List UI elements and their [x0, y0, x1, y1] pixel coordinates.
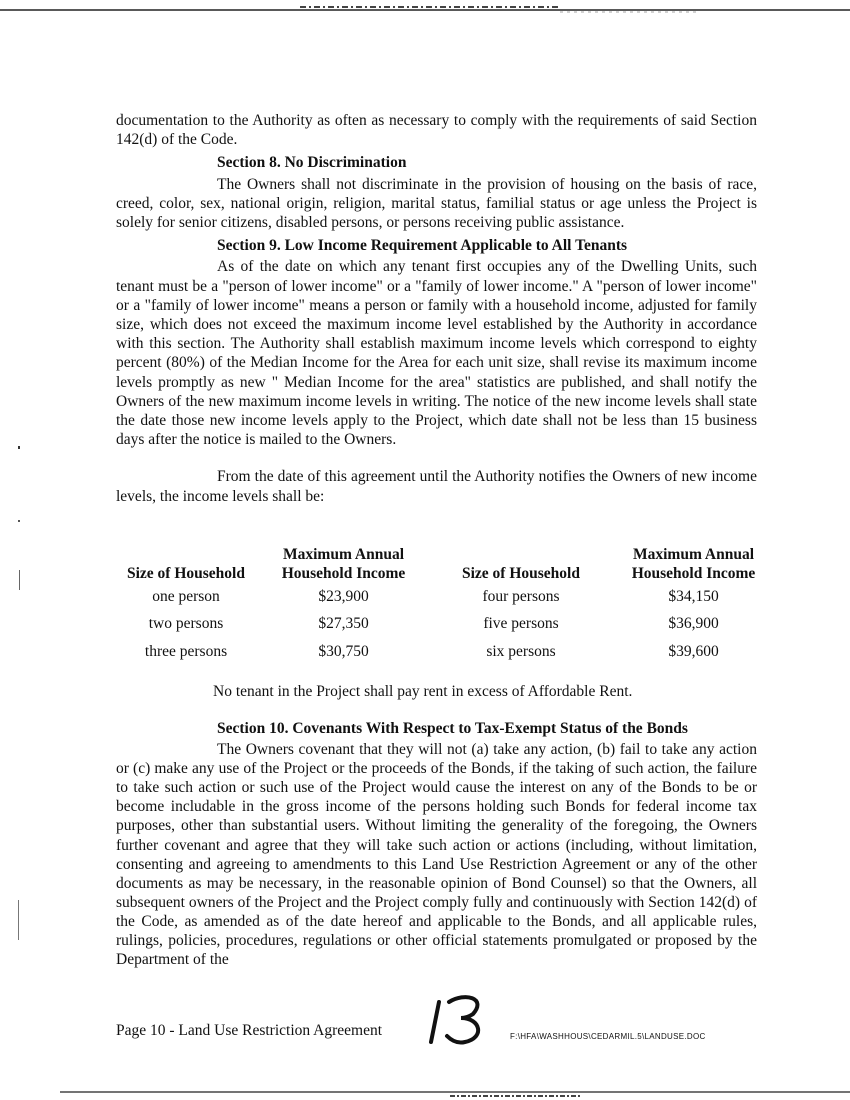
footer-page-label: Page 10 - Land Use Restriction Agreement [116, 1022, 383, 1039]
header-size-of-household: Size of Household [127, 565, 245, 582]
table-cell: $27,350 [318, 615, 369, 633]
table-header-row [116, 545, 776, 583]
table-cell: $39,600 [668, 642, 719, 660]
paragraph-continuation: documentation to the Authority as often as necessary to comply with the requirements of said Section 142(d) of the Code. [116, 112, 757, 149]
table-cell: two persons [148, 615, 224, 633]
table-cell: five persons [483, 615, 559, 633]
table-row [116, 611, 776, 639]
section-10-body: The Owners covenant that they will not (a) take any action, (b) fail to take any action or (c) make any use of the Project or the proceeds of the Bonds, if the taking of such action, the failure to take such action or such use of the Project would cause the interest on any of the Bonds to be or become includable in the gross income of the persons holding such Bonds for federal income tax purposes, other than substantial users. Without limiting the generality of the foregoing, the Owners further covenant and agree that they will take such action or actions (including, without limitation, consenting and agreeing to amendments to this Land Use Restriction Agreement or any of the other documents as may be necessary, in the reasonable opinion of Bond Counsel) so that the Owners, all subsequent owners of the Project and the Project comply fully and continuously with Section 142(d) of the Code, as amended as of the date hereof and applicable to the Bonds, and all applicable rules, rulings, policies, procedures, regulations or other official statements promulgated or proposed by the Department of the [116, 741, 757, 969]
table-cell: $36,900 [668, 615, 719, 633]
table-cell: one person [152, 587, 220, 605]
scan-artifact-top [0, 4, 850, 14]
header-line: Household Income [281, 565, 406, 582]
margin-scan-marks [16, 430, 22, 950]
document-body-top [116, 111, 757, 506]
section-9-body: As of the date on which any tenant first occupies any of the Dwelling Units, such tenant must be a "person of lower income" or a "family of lower income." A "person of lower income" or a "family of lower income" means a person or family with a household income, adjusted for family size, which does not exceed the maximum income level established by the Authority in accordance with this section. The Authority shall establish maximum income levels which correspond to eighty percent (80%) of the Median Income for the Area for each unit size, shall revise its maximum income levels promptly as new " Median Income for the area" statistics are published, and shall notify the Owners of the new maximum income levels in writing. The notice of the new income levels shall state the date those new income levels apply to the Project, which date shall not be less than 15 business days after the notice is mailed to the Owners. [116, 258, 757, 449]
header-line: Maximum Annual [632, 546, 754, 563]
table-cell: $34,150 [668, 587, 719, 605]
table-row [116, 638, 776, 666]
footer-file-path: F:\HFA\WASHHOUS\CEDARMIL.5\LANDUSE.DOC [510, 1032, 706, 1041]
table-cell: $23,900 [318, 587, 369, 605]
income-levels-intro: From the date of this agreement until the Authority notifies the Owners of new income levels, the income levels shall be: [116, 468, 757, 505]
header-line: Maximum Annual [282, 546, 404, 563]
handwritten-page-number [425, 990, 495, 1050]
table-cell: three persons [144, 642, 228, 660]
header-max-annual-income [256, 545, 431, 583]
section-9-heading: Section 9. Low Income Requirement Applicable to All Tenants [217, 237, 628, 255]
document-body-bottom [116, 719, 757, 969]
scan-artifact-bottom [60, 1088, 850, 1098]
header-size-of-household: Size of Household [462, 565, 580, 582]
section-8-heading: Section 8. No Discrimination [217, 154, 407, 172]
table-cell: four persons [482, 587, 560, 605]
table-cell: six persons [486, 642, 556, 660]
header-line: Household Income [631, 565, 756, 582]
header-max-annual-income [611, 545, 776, 583]
affordable-rent-note: No tenant in the Project shall pay rent in excess of Affordable Rent. [213, 683, 633, 700]
table-row [116, 583, 776, 611]
income-levels-table [116, 545, 776, 666]
section-8-body: The Owners shall not discriminate in the provision of housing on the basis of race, creed, color, sex, national origin, religion, marital status, familial status or age unless the Project is solely for senior citizens, disabled persons, or persons receiving public assistance. [116, 175, 757, 232]
table-cell: $30,750 [318, 642, 369, 660]
section-10-heading: Section 10. Covenants With Respect to Tax-Exempt Status of the Bonds [217, 720, 688, 737]
